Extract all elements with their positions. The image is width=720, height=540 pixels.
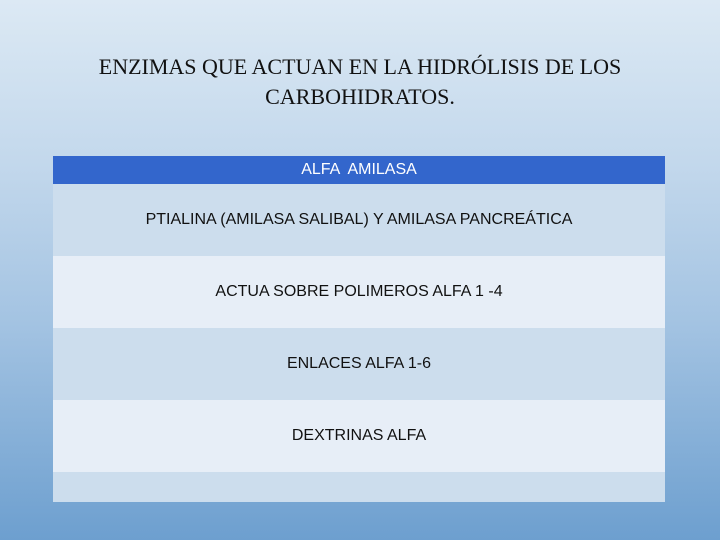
- table-row-empty: [53, 472, 665, 502]
- table-cell: DEXTRINAS ALFA: [291, 427, 427, 444]
- table-cell: ENLACES ALFA 1-6: [286, 355, 432, 372]
- table-row: [53, 184, 665, 256]
- enzyme-table: [53, 156, 665, 502]
- slide-title: [40, 52, 680, 112]
- table-row: [53, 256, 665, 328]
- table-header: [53, 156, 665, 184]
- table-cell: ACTUA SOBRE POLIMEROS ALFA 1 -4: [215, 283, 503, 300]
- table-cell: PTIALINA (AMILASA SALIBAL) Y AMILASA PANCREÁTICA: [145, 211, 573, 228]
- slide-title-line-1: ENZIMAS QUE ACTUAN EN LA HIDRÓLISIS DE LOS: [98, 54, 622, 79]
- slide-title-line-2: CARBOHIDRATOS.: [265, 84, 455, 109]
- table-header-label: ALFA AMILASA: [301, 161, 417, 178]
- table-row: [53, 400, 665, 472]
- table-row: [53, 328, 665, 400]
